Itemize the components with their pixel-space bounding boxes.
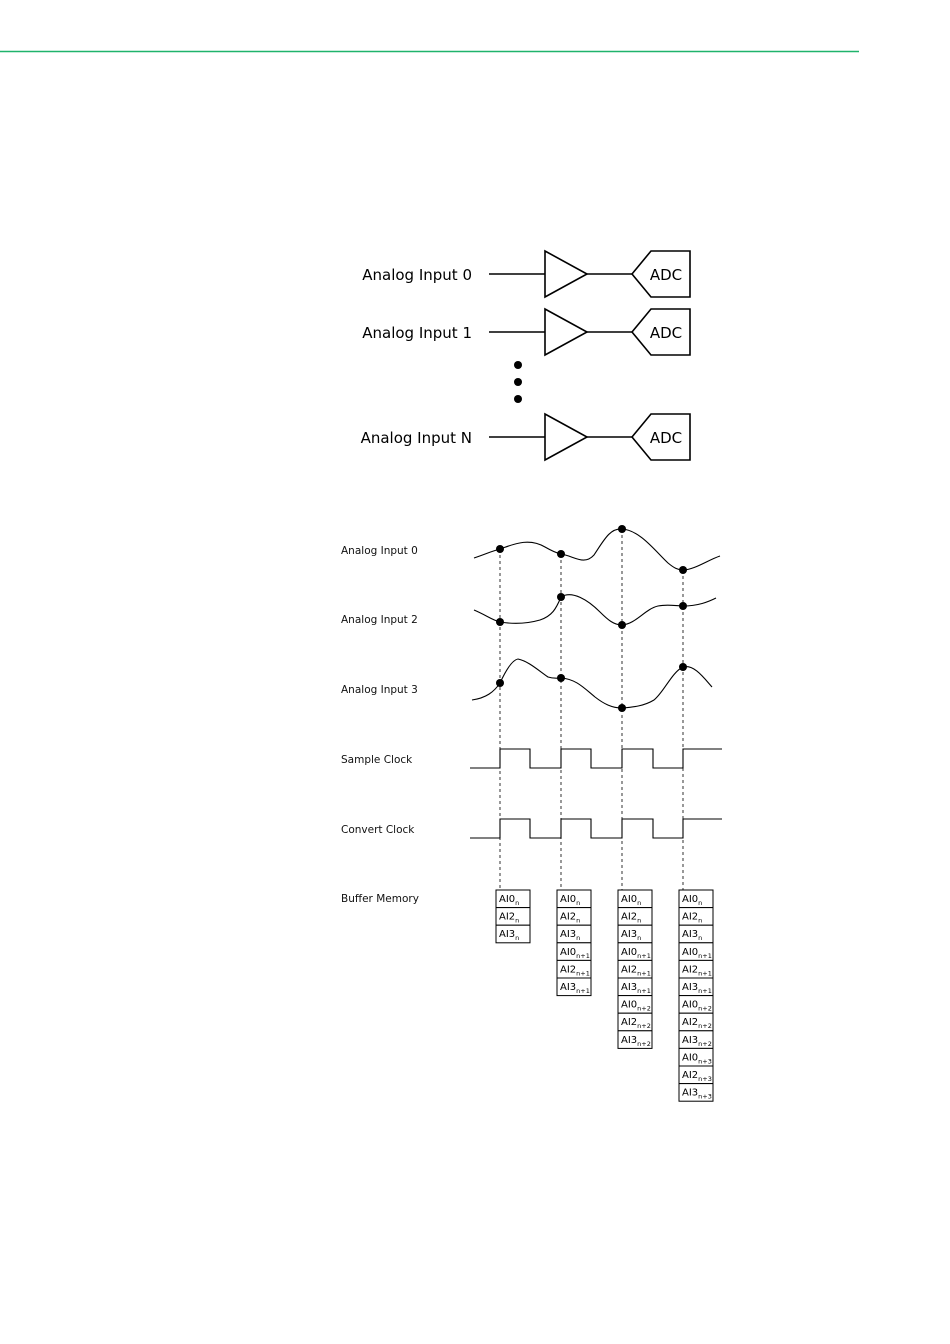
amplifier-triangle (545, 309, 587, 355)
buffer-cell-label: $AI3_{n+2}$ (621, 1034, 651, 1048)
buffer-cell-label: $AI2_n$ (499, 911, 520, 925)
timing-label-ai3: Analog Input 3 (341, 684, 418, 696)
adc-label-n: ADC (649, 429, 683, 447)
buffer-cell-label: $AI2_{n+1}$ (621, 964, 651, 978)
timing-label-convert-clock: Convert Clock (341, 824, 415, 836)
buffer-cell-label: $AI0_{n+1}$ (560, 946, 590, 960)
adc-label-1: ADC (649, 324, 683, 342)
buffer-cell-label: $AI0_{n+1}$ (621, 946, 651, 960)
buffer-cell-label: $AI0_{n+3}$ (682, 1052, 712, 1066)
block-input-label-1: Analog Input 1 (362, 324, 472, 342)
buffer-column-0 (496, 890, 530, 943)
buffer-cell-label: $AI2_n$ (560, 911, 581, 925)
buffer-cell-label: $AI0_n$ (682, 894, 703, 907)
buffer-cell-label: $AI2_{n+1}$ (560, 964, 590, 978)
block-input-label-0: Analog Input 0 (362, 266, 472, 284)
buffer-cell-label: $AI3_{n+1}$ (682, 982, 712, 995)
buffer-cell-label: $AI3_{n+1}$ (621, 982, 651, 995)
adc-label-0: ADC (649, 266, 683, 284)
timing-label-buffer-memory: Buffer Memory (341, 893, 419, 905)
buffer-column-2 (618, 890, 652, 1048)
buffer-cell-label: $AI2_{n+1}$ (682, 964, 712, 978)
amplifier-triangle (545, 414, 587, 460)
buffer-column-1 (557, 890, 591, 996)
buffer-cell-label: $AI2_n$ (682, 911, 703, 925)
buffer-cell-label: $AI0_n$ (560, 894, 581, 907)
block-input-label-n: Analog Input N (360, 429, 472, 447)
timing-label-sample-clock: Sample Clock (341, 754, 413, 766)
buffer-cell-label: $AI3_{n+2}$ (682, 1034, 712, 1048)
buffer-column-3 (679, 890, 713, 1101)
buffer-cell-label: $AI0_{n+2}$ (682, 999, 712, 1013)
buffer-cell-label: $AI2_{n+2}$ (682, 1017, 712, 1031)
timing-label-ai0: Analog Input 0 (341, 545, 418, 557)
buffer-cell-label: $AI2_{n+2}$ (621, 1017, 651, 1031)
buffer-memory-stacks (496, 890, 713, 1101)
buffer-cell-label: $AI0_n$ (621, 894, 642, 907)
waveform-ai2 (474, 595, 716, 625)
buffer-cell-label: $AI2_{n+3}$ (682, 1070, 712, 1083)
timing-label-ai2: Analog Input 2 (341, 614, 418, 626)
buffer-cell-label: $AI0_n$ (499, 894, 520, 907)
buffer-cell-label: $AI0_{n+1}$ (682, 946, 712, 960)
buffer-cell-label: $AI3_n$ (621, 929, 642, 943)
convert-clock-waveform (470, 819, 722, 838)
buffer-cell-label: $AI2_n$ (621, 911, 642, 925)
buffer-cell-label: $AI3_n$ (499, 929, 520, 943)
buffer-cell-label: $AI3_n$ (682, 929, 703, 943)
buffer-cell-label: $AI3_{n+1}$ (560, 982, 590, 995)
waveform-ai3 (472, 659, 712, 708)
sample-clock-waveform (470, 749, 722, 768)
buffer-cell-label: $AI0_{n+2}$ (621, 999, 651, 1013)
ellipsis-dots (514, 361, 522, 403)
amplifier-triangle (545, 251, 587, 297)
buffer-cell-label: $AI3_n$ (560, 929, 581, 943)
waveform-ai0 (474, 529, 720, 570)
buffer-cell-label: $AI3_{n+3}$ (682, 1087, 712, 1101)
